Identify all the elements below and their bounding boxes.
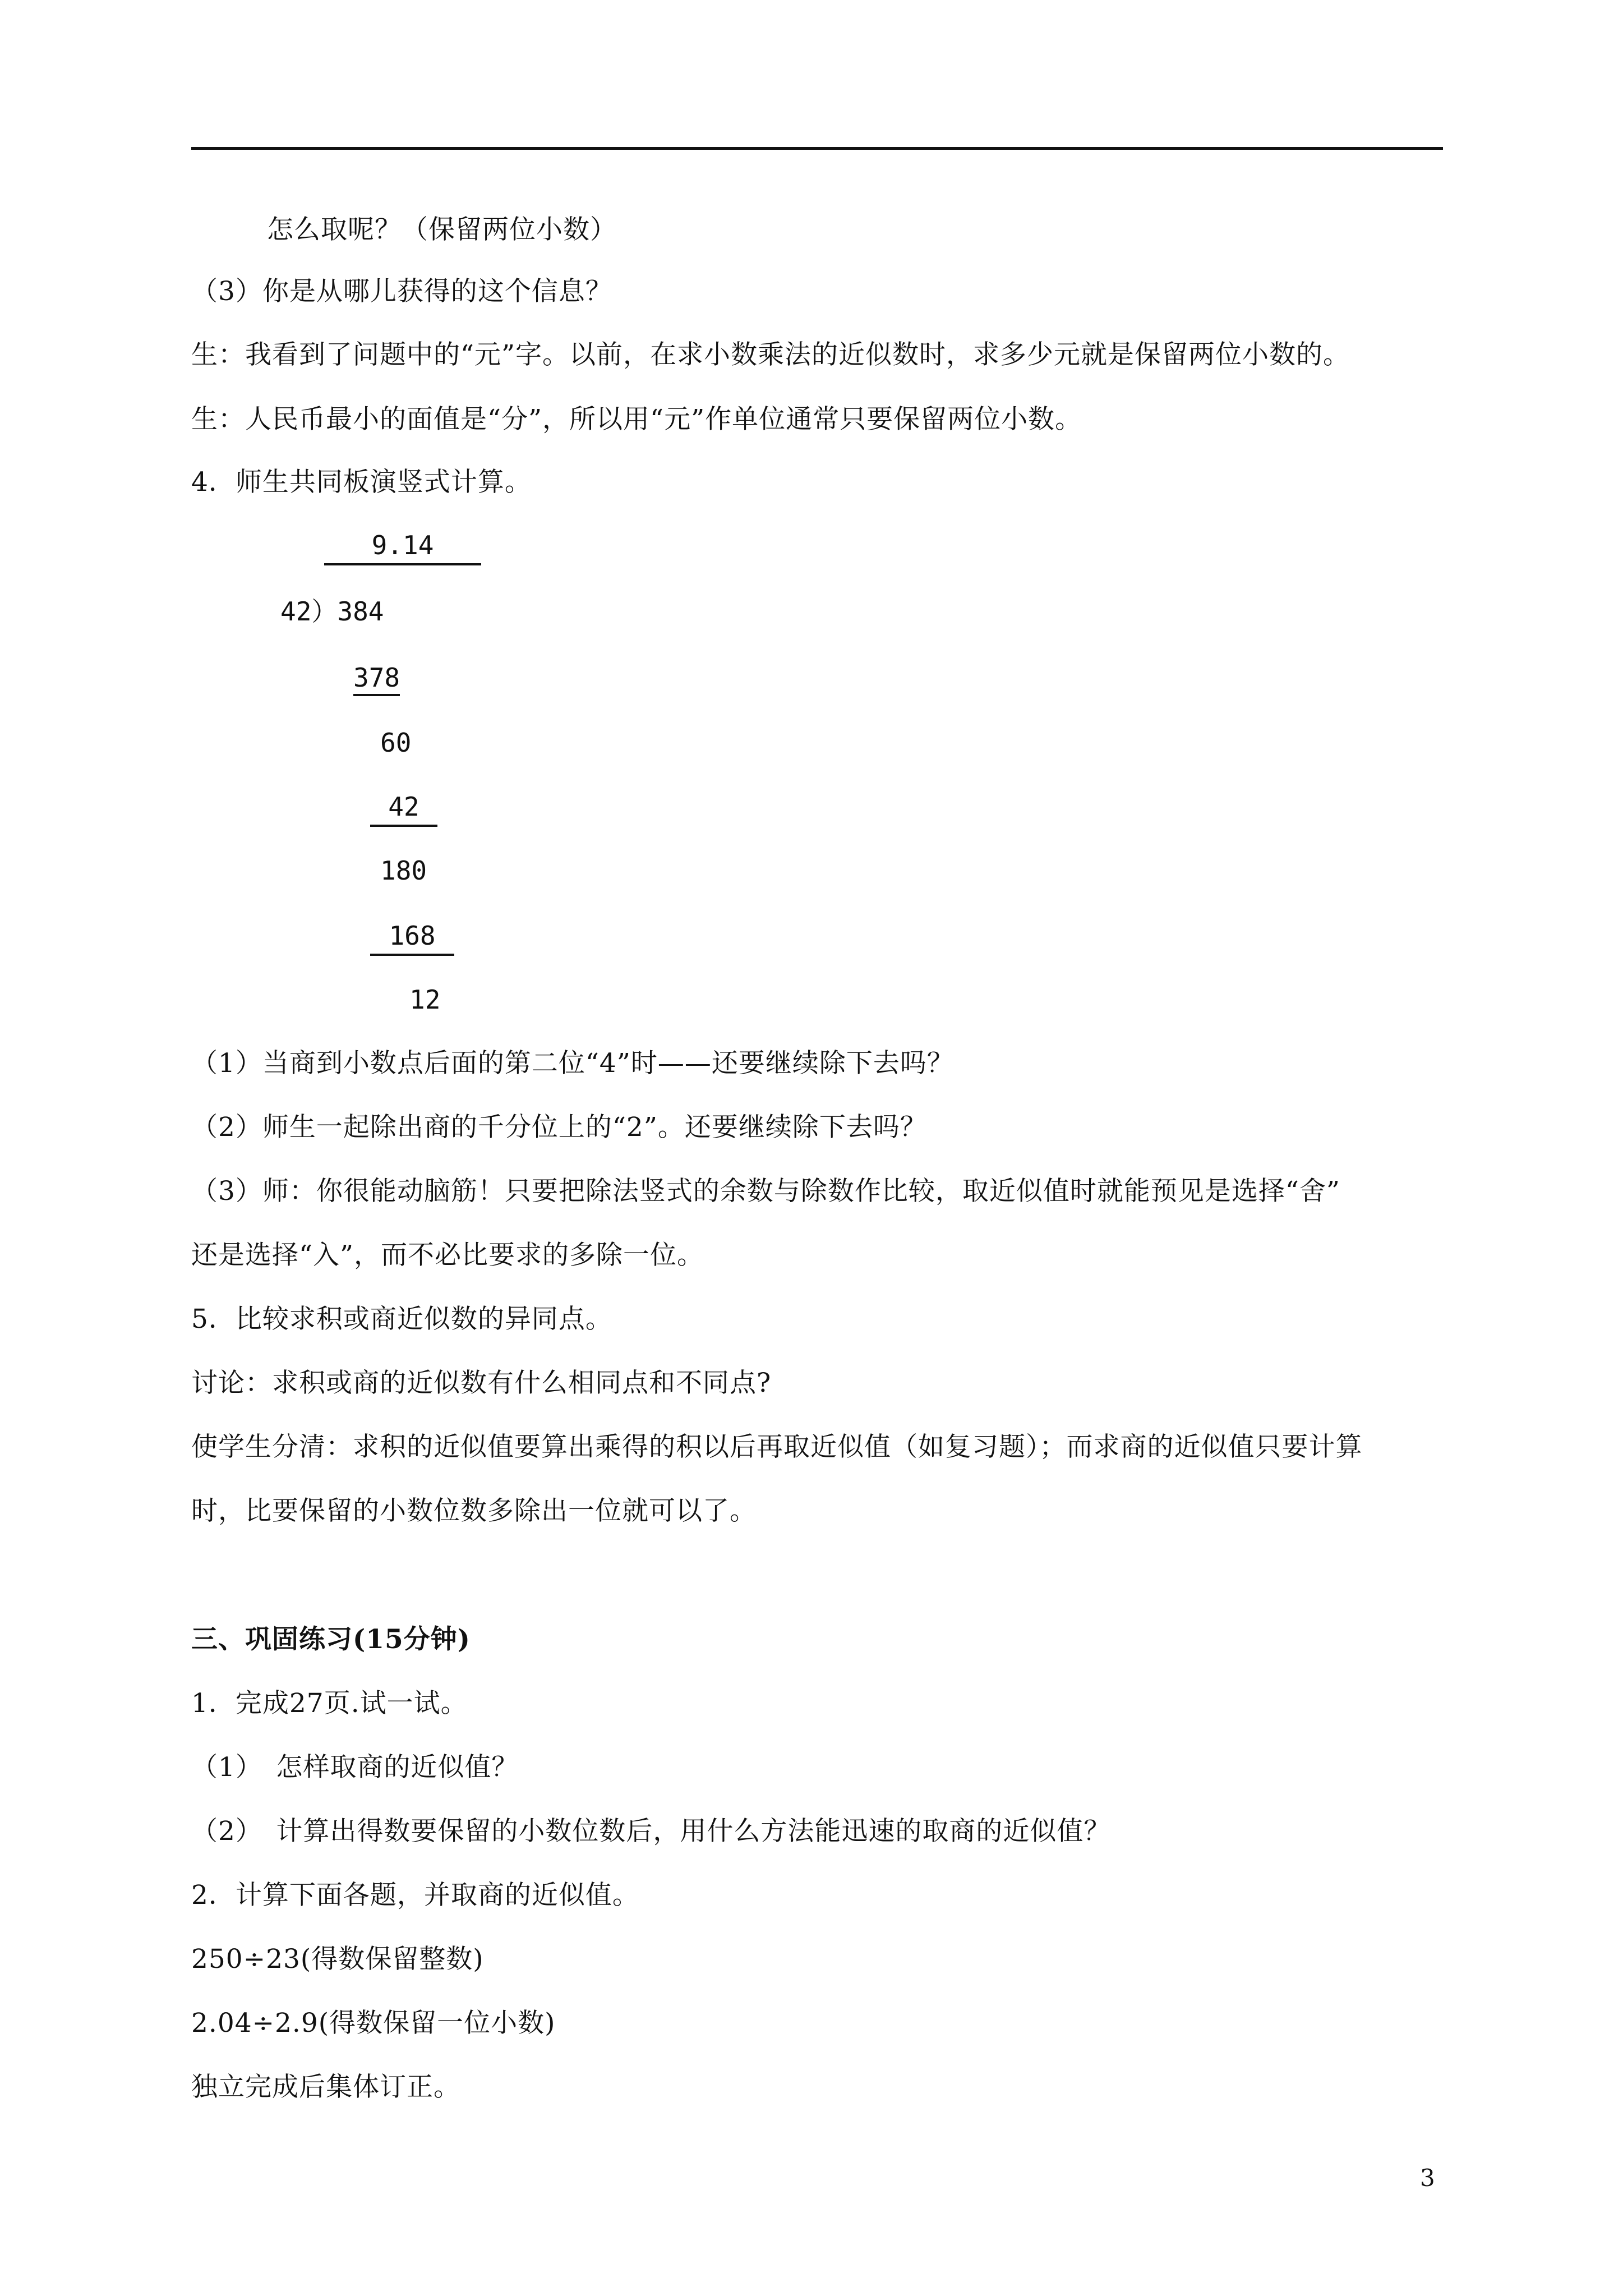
division-step-2: 42 xyxy=(370,790,437,827)
text-line-11: 讨论：求积或商的近似数有什么相同点和不同点? xyxy=(191,1368,772,1398)
page-number: 3 xyxy=(1420,2164,1435,2192)
text-line-1: 怎么取呢？（保留两位小数） xyxy=(267,214,617,245)
text-line-19: 2.04÷2.9(得数保留一位小数) xyxy=(191,2008,556,2039)
text-line-16: （2） 计算出得数要保留的小数位数后，用什么方法能迅速的取商的近似值？ xyxy=(191,1816,1111,1847)
division-remainder-1: 60 xyxy=(380,728,412,758)
text-line-14: 1．完成27页.试一试。 xyxy=(191,1688,468,1719)
header-rule xyxy=(191,147,1443,150)
division-divisor: 42）384 xyxy=(280,596,384,627)
division-remainder-2: 180 xyxy=(380,855,427,886)
division-remainder-3: 12 xyxy=(409,984,441,1015)
text-line-7: （2）师生一起除出商的千分位上的“2”。还要继续除下去吗？ xyxy=(191,1112,927,1143)
text-line-4: 生：人民币最小的面值是“分”，所以用“元”作单位通常只要保留两位小数。 xyxy=(191,404,1082,435)
text-line-15: （1） 怎样取商的近似值？ xyxy=(191,1752,519,1783)
division-step-3: 168 xyxy=(370,919,454,956)
text-line-17: 2．计算下面各题，并取商的近似值。 xyxy=(191,1880,639,1911)
text-line-6: （1）当商到小数点后面的第二位“4”时——还要继续除下去吗？ xyxy=(191,1048,954,1079)
text-line-3: 生：我看到了问题中的“元”字。以前，在求小数乘法的近似数时，求多少元就是保留两位小数的。 xyxy=(191,339,1350,370)
text-line-13: 时，比要保留的小数位数多除出一位就可以了。 xyxy=(191,1496,757,1526)
division-step-1: 378 xyxy=(353,661,400,694)
text-line-18: 250÷23(得数保留整数) xyxy=(191,1944,484,1975)
division-quotient: 9.14 xyxy=(324,528,481,565)
text-line-9: 还是选择“入”，而不必比要求的多除一位。 xyxy=(191,1240,704,1271)
text-line-5: 4．师生共同板演竖式计算。 xyxy=(191,467,532,498)
text-line-12: 使学生分清：求积的近似值要算出乘得的积以后再取近似值（如复习题）；而求商的近似值只要计算 xyxy=(191,1432,1363,1462)
text-line-2: （3）你是从哪儿获得的这个信息？ xyxy=(191,276,612,307)
text-line-20: 独立完成后集体订正。 xyxy=(191,2072,460,2102)
section-heading: 三、巩固练习(15分钟) xyxy=(191,1624,471,1655)
text-line-8: （3）师：你很能动脑筋！只要把除法竖式的余数与除数作比较，取近似值时就能预见是选择“舍” xyxy=(191,1176,1340,1207)
text-line-10: 5．比较求积或商近似数的异同点。 xyxy=(191,1304,612,1335)
